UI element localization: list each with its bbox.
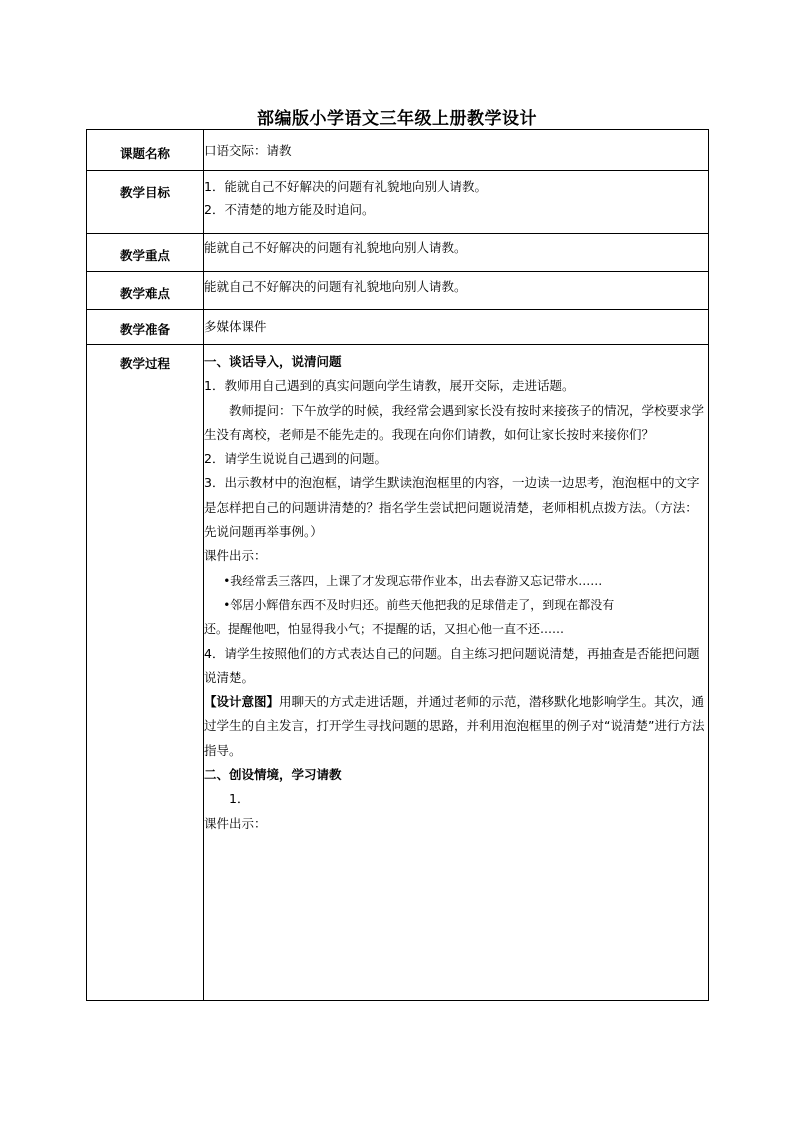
process-paragraph: 3．出示教材中的泡泡框，请学生默读泡泡框里的内容，一边读一边思考，泡泡框中的文字是怎样把自己的问题讲清楚的？指名学生尝试把问题说清楚，老师相机点拨方法。（方法：先说问题再举事例。） xyxy=(204,475,700,540)
page-title: 部编版小学语文三年级上册教学设计 xyxy=(257,109,537,129)
value-lesson-name xyxy=(204,130,709,171)
row-teaching-process xyxy=(87,345,709,1001)
courseware-bullet: •我经常丢三落四，上课了才发现忘带作业本，出去春游又忘记带水…… xyxy=(223,573,603,588)
label-lesson-name xyxy=(87,130,204,171)
process-paragraph: 1． xyxy=(229,791,250,807)
courseware-bullet: •邻居小辉借东西不及时归还。前些天他把我的足球借走了，到现在都没有 xyxy=(223,597,615,612)
value-key-points xyxy=(204,234,709,272)
goal-item: 2．不清楚的地方能及时追问。 xyxy=(204,202,375,217)
row-preparation xyxy=(87,310,709,345)
label-difficulties xyxy=(87,272,204,310)
value-text: 能就自己不好解决的问题有礼貌地向别人请教。 xyxy=(204,279,467,294)
value-text: 多媒体课件 xyxy=(204,319,267,334)
design-intent-text: 用聊天的方式走进话题，并通过老师的示范，潜移默化地影响学生。其次，通过学生的自主发言，打开学生寻找问题的思路，并利用泡泡框里的例子对“说清楚”进行方法指导。 xyxy=(204,694,705,758)
value-teaching-goals xyxy=(204,171,709,234)
label-preparation xyxy=(87,310,204,345)
label-text: 教学准备 xyxy=(119,322,170,337)
process-paragraph: 课件出示： xyxy=(204,815,267,831)
row-key-points xyxy=(87,234,709,272)
process-paragraph: 教师提问：下午放学的时候，我经常会遇到家长没有按时来接孩子的情况，学校要求学生没有离校，老师是不能先走的。我现在向你们请教，如何让家长按时来接你们？ xyxy=(204,402,705,442)
value-difficulties xyxy=(204,272,709,310)
section-heading: 一、谈话导入，说清问题 xyxy=(204,354,342,369)
process-paragraph: 4．请学生按照他们的方式表达自己的问题。自主练习把问题说清楚，再抽查是否能把问题说清楚。 xyxy=(204,645,700,685)
process-paragraph: 2．请学生说说自己遇到的问题。 xyxy=(204,451,387,467)
label-text: 教学过程 xyxy=(119,356,170,371)
label-text: 课题名称 xyxy=(119,146,170,161)
process-paragraph: 1．教师用自己遇到的真实问题向学生请教，展开交际，走进话题。 xyxy=(204,378,575,394)
design-intent-tag: 【设计意图】 xyxy=(204,694,280,710)
label-key-points xyxy=(87,234,204,272)
label-text: 教学重点 xyxy=(119,248,170,263)
value-preparation xyxy=(204,310,709,345)
row-difficulties xyxy=(87,272,709,310)
lesson-plan-table xyxy=(86,129,709,1001)
value-teaching-process xyxy=(204,345,709,1001)
label-text: 教学目标 xyxy=(119,185,170,200)
label-teaching-process xyxy=(87,345,204,1001)
value-text: 能就自己不好解决的问题有礼貌地向别人请教。 xyxy=(204,240,467,255)
design-intent-paragraph xyxy=(204,690,708,763)
label-text: 教学难点 xyxy=(119,286,170,301)
courseware-bullet-continued: 还。提醒他吧，怕显得我小气；不提醒的话，又担心他一直不还…… xyxy=(204,622,565,637)
section-heading: 二、创设情境，学习请教 xyxy=(204,767,342,783)
value-text: 口语交际：请教 xyxy=(204,143,292,158)
label-teaching-goals xyxy=(87,171,204,234)
row-lesson-name xyxy=(87,130,709,171)
row-teaching-goals xyxy=(87,171,709,234)
process-paragraph: 课件出示： xyxy=(204,548,267,564)
goal-item: 1．能就自己不好解决的问题有礼貌地向别人请教。 xyxy=(204,179,487,194)
